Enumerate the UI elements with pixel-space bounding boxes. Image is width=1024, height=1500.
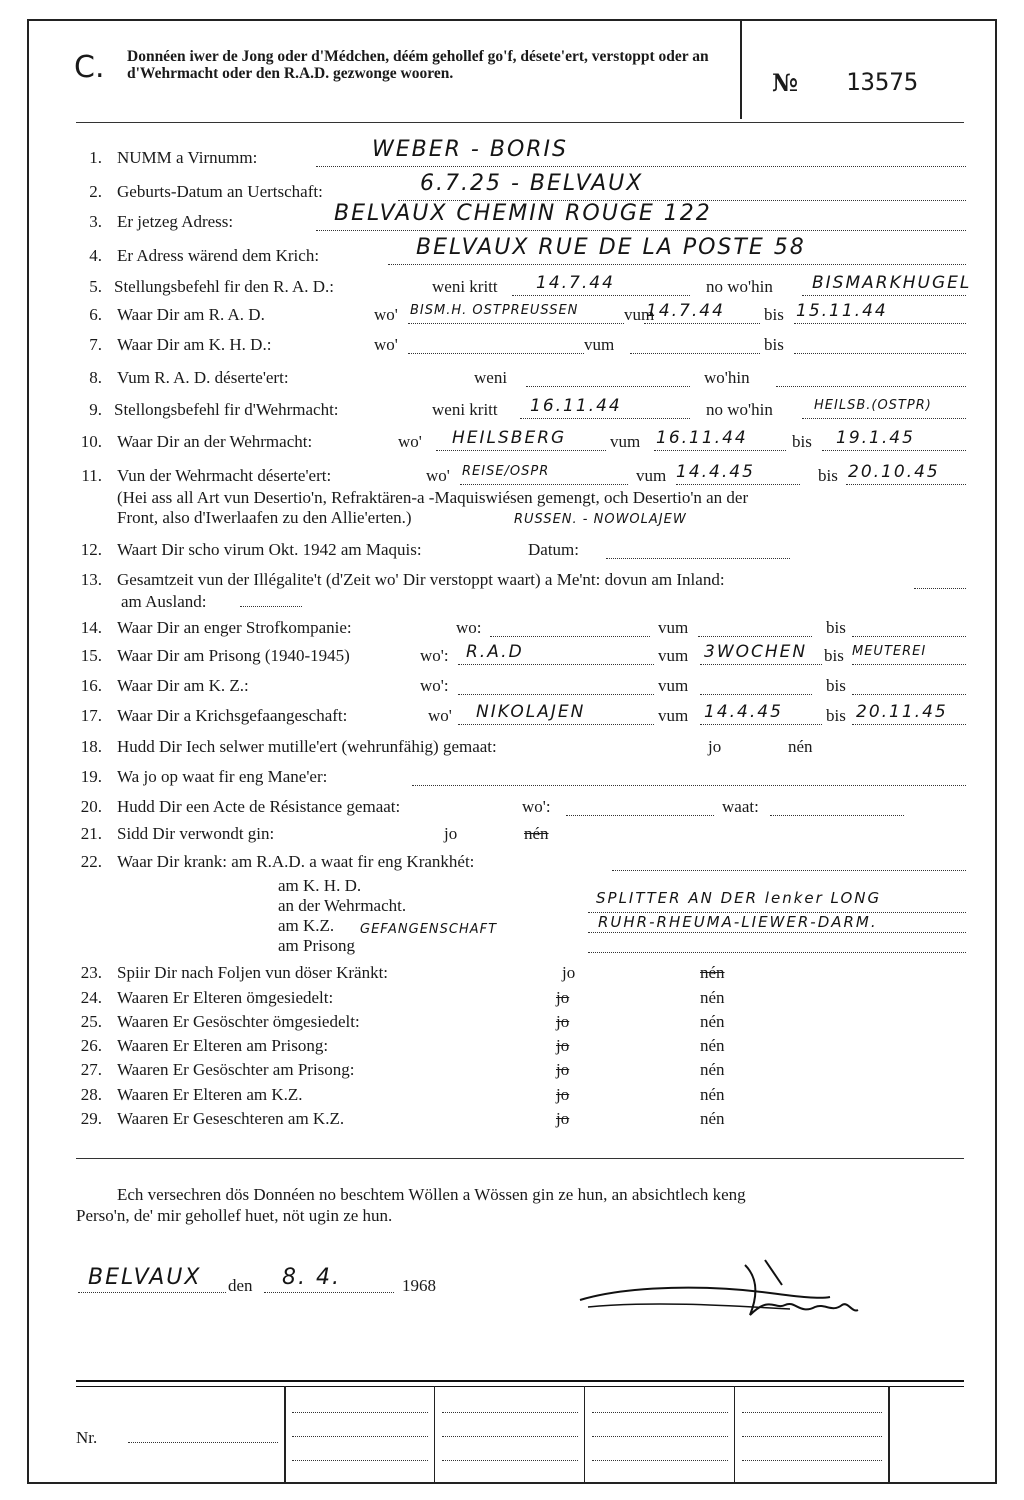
- row-number: 14.: [80, 618, 102, 637]
- answer-value: 14.7.44: [646, 301, 725, 321]
- row-label: Waar Dir am K. Z.:: [117, 676, 249, 695]
- row-number: 17.: [80, 706, 102, 725]
- field-key: bis: [826, 676, 846, 695]
- yes-option: jo: [556, 1109, 570, 1128]
- yes-option: jo: [556, 988, 570, 1007]
- header-rule: [76, 122, 964, 123]
- answer-line: [458, 664, 654, 665]
- answer-line: [606, 558, 790, 559]
- row-label: NUMM a Virnumm:: [117, 148, 258, 167]
- row-number: 1.: [89, 148, 102, 167]
- answer-line: [700, 694, 812, 695]
- answer-value: RUHR-RHEUMA-LIEWER-DARM.: [598, 913, 878, 931]
- footer-cell-line: [442, 1412, 578, 1413]
- answer-line: [822, 450, 966, 451]
- answer-line: [436, 450, 606, 451]
- field-key: wo': [426, 466, 450, 485]
- answer-line: [852, 694, 966, 695]
- answer-line: [460, 484, 628, 485]
- field-key: bis: [826, 706, 846, 725]
- number-label: №: [772, 68, 799, 97]
- footer-cell-line: [592, 1412, 728, 1413]
- row-label: Geburts-Datum an Uertschaft:: [117, 182, 323, 201]
- field-key: bis: [764, 335, 784, 354]
- no-option: nén: [700, 963, 725, 982]
- row-number: 9.: [89, 400, 102, 419]
- row-number: 23.: [80, 963, 102, 982]
- form-header-text: Donnéen iwer de Jong oder d'Médchen, déém gehollef go'f, désete'ert, verstoppt oder an d'Wehrmacht oder den R.A.D. gezwonge wooren.: [127, 48, 709, 82]
- answer-value: R.A.D: [466, 642, 524, 662]
- row-label: Waar Dir an der Wehrmacht:: [117, 432, 313, 451]
- footer-cell-line: [592, 1460, 728, 1461]
- answer-line: [412, 785, 966, 786]
- footer-cell-line: [292, 1436, 428, 1437]
- row-label: Vum R. A. D. déserte'ert:: [117, 368, 289, 387]
- row-note: Front, also d'Iwerlaafen zu den Allie'erten.): [117, 508, 412, 527]
- no-option: nén: [700, 1085, 725, 1104]
- row-label: Wa jo op waat fir eng Mane'er:: [117, 767, 328, 786]
- row-label: Hudd Dir een Acte de Résistance gemaat:: [117, 797, 401, 816]
- yes-option: jo: [556, 1085, 570, 1104]
- footer-cell-line: [592, 1436, 728, 1437]
- answer-value: SPLITTER AN DER lenker LONG: [596, 889, 882, 907]
- field-key: vum: [658, 646, 689, 665]
- row-number: 12.: [80, 540, 102, 559]
- declaration-line-2: Perso'n, de' mir gehollef huet, nöt ugin ze hun.: [76, 1206, 393, 1225]
- row-number: 2.: [89, 182, 102, 201]
- answer-value: 14.7.44: [536, 273, 615, 293]
- nr-label: Nr.: [76, 1428, 98, 1447]
- answer-value: BELVAUX CHEMIN ROUGE 122: [334, 201, 712, 226]
- field-key: weni kritt: [432, 400, 498, 419]
- answer-line: [408, 323, 624, 324]
- field-key: Datum:: [528, 540, 579, 559]
- place-value: BELVAUX: [88, 1265, 202, 1290]
- row-number: 25.: [80, 1012, 102, 1031]
- field-key: vum: [636, 466, 667, 485]
- row-number: 3.: [89, 212, 102, 231]
- answer-line: [408, 353, 584, 354]
- declaration-rule: [76, 1158, 964, 1159]
- row-number: 19.: [80, 767, 102, 786]
- answer-line: [852, 636, 966, 637]
- answer-value: 20.11.45: [856, 702, 948, 722]
- field-key: weni kritt: [432, 277, 498, 296]
- no-option: nén: [700, 1060, 725, 1079]
- nr-line: [128, 1442, 278, 1443]
- answer-line: [654, 450, 786, 451]
- year-label: 1968: [402, 1276, 436, 1295]
- no-option: nén: [700, 1109, 725, 1128]
- field-key: vum: [658, 706, 689, 725]
- answer-line: [802, 295, 966, 296]
- row-note: (Hei ass all Art vun Desertio'n, Refraktären-a -Maquiswiésen gemengt, och Desertio'n an der: [117, 488, 749, 507]
- row-number: 18.: [80, 737, 102, 756]
- answer-value: MEUTEREI: [852, 644, 927, 659]
- answer-value: HEILSBERG: [452, 428, 567, 448]
- field-key: wo'hin: [704, 368, 750, 387]
- field-key: vum: [658, 676, 689, 695]
- row-label: Gesamtzeit vun der Illégalite't (d'Zeit wo' Dir verstoppt waart) a Me'nt: dovun am Inland:: [117, 570, 725, 589]
- answer-value: 14.4.45: [704, 702, 783, 722]
- answer-line: [852, 724, 966, 725]
- answer-line: [700, 724, 822, 725]
- answer-line: [914, 588, 966, 589]
- answer-line: [588, 952, 966, 953]
- row-number: 5.: [89, 277, 102, 296]
- footer-col-divider: [888, 1386, 890, 1484]
- row-number: 29.: [80, 1109, 102, 1128]
- field-key: no wo'hin: [706, 400, 773, 419]
- field-key: wo':: [522, 797, 551, 816]
- row-number: 6.: [89, 305, 102, 324]
- sub-label: am K. H. D.: [278, 876, 362, 895]
- row-number: 22.: [80, 852, 102, 871]
- answer-line: [630, 353, 760, 354]
- sub-label: am K.Z.: [278, 916, 335, 935]
- row-label: Stellungsbefehl fir den R. A. D.:: [114, 277, 335, 296]
- row-label: Waar Dir am Prisong (1940-1945): [117, 646, 350, 665]
- row-number: 24.: [80, 988, 102, 1007]
- answer-line: [802, 418, 966, 419]
- footer-cell-line: [292, 1412, 428, 1413]
- row-label: Waaren Er Elteren ömgesiedelt:: [117, 988, 334, 1007]
- row-label: Er Adress wärend dem Krich:: [117, 246, 320, 265]
- header-divider: [740, 19, 742, 119]
- answer-line: [644, 323, 760, 324]
- row-number: 4.: [89, 246, 102, 265]
- footer-cell-line: [442, 1436, 578, 1437]
- row-number: 27.: [80, 1060, 102, 1079]
- no-option: nén: [700, 988, 725, 1007]
- answer-value: HEILSB.(OSTPR): [814, 398, 932, 413]
- row-label: Stellongsbefehl fir d'Wehrmacht:: [114, 400, 339, 419]
- answer-line: [588, 932, 966, 933]
- footer-rule-top: [76, 1380, 964, 1382]
- field-key: wo':: [420, 646, 449, 665]
- field-key: vum: [624, 305, 655, 324]
- answer-line: [794, 323, 966, 324]
- answer-line: [316, 166, 966, 167]
- field-key: weni: [474, 368, 508, 387]
- field-key: bis: [792, 432, 812, 451]
- footer-rule-inner: [76, 1386, 964, 1387]
- row-number: 8.: [89, 368, 102, 387]
- answer-value: 6.7.25 - BELVAUX: [420, 171, 644, 196]
- no-option: nén: [524, 824, 549, 843]
- field-key: vum: [658, 618, 689, 637]
- answer-line: [676, 484, 800, 485]
- answer-line: [776, 386, 966, 387]
- field-key: wo': [374, 305, 398, 324]
- row-number: 26.: [80, 1036, 102, 1055]
- field-key: wo:: [456, 618, 482, 637]
- field-key: no wo'hin: [706, 277, 773, 296]
- answer-line: [316, 230, 966, 231]
- answer-line: [520, 418, 690, 419]
- answer-line: [852, 664, 966, 665]
- section-letter: C.: [74, 50, 105, 85]
- answer-line: [794, 353, 966, 354]
- answer-line: [512, 295, 690, 296]
- answer-value: BELVAUX RUE DE LA POSTE 58: [416, 235, 806, 260]
- form-number: 13575: [846, 68, 919, 96]
- answer-line: [526, 386, 690, 387]
- row-label: Er jetzeg Adress:: [117, 212, 234, 231]
- declaration-line-1: Ech versechren dös Donnéen no beschtem Wöllen a Wössen gin ze hun, an absichtlech keng: [117, 1185, 746, 1204]
- answer-value: RUSSEN. - NOWOLAJEW: [514, 512, 687, 527]
- row-label: Hudd Dir Iech selwer mutille'ert (wehrunfähig) gemaat:: [117, 737, 497, 756]
- answer-line: [700, 664, 822, 665]
- no-option: nén: [788, 737, 813, 756]
- row-label: Spiir Dir nach Foljen vun döser Kränkt:: [117, 963, 389, 982]
- answer-line: [458, 724, 654, 725]
- no-option: nén: [700, 1012, 725, 1031]
- answer-value: BISM.H. OSTPREUSSEN: [410, 303, 579, 318]
- row-label: Waar Dir a Krichsgefaangeschaft:: [117, 706, 348, 725]
- answer-line: [388, 264, 966, 265]
- answer-line: [566, 815, 714, 816]
- field-key: waat:: [722, 797, 759, 816]
- field-key: vum: [584, 335, 615, 354]
- footer-col-divider: [284, 1386, 286, 1484]
- field-key: bis: [764, 305, 784, 324]
- signature-image: [570, 1255, 860, 1335]
- field-key: wo':: [420, 676, 449, 695]
- yes-option: jo: [562, 963, 576, 982]
- answer-value: 15.11.44: [796, 301, 888, 321]
- answer-line: [770, 815, 904, 816]
- row-label: Waar Dir krank: am R.A.D. a waat fir eng Krankhét:: [117, 852, 475, 871]
- answer-line: [458, 694, 654, 695]
- footer-col-divider: [434, 1386, 435, 1484]
- answer-value: GEFANGENSCHAFT: [360, 922, 498, 937]
- answer-value: BISMARKHUGEL: [812, 273, 972, 293]
- place-line: [78, 1292, 226, 1293]
- row-label: Vun der Wehrmacht déserte'ert:: [117, 466, 332, 485]
- answer-line: [612, 870, 966, 871]
- answer-line: [846, 484, 966, 485]
- den-label: den: [228, 1276, 253, 1295]
- answer-line: [698, 636, 812, 637]
- yes-option: jo: [556, 1060, 570, 1079]
- row-number: 7.: [89, 335, 102, 354]
- field-key: bis: [818, 466, 838, 485]
- row-label: Waaren Er Elteren am Prisong:: [117, 1036, 329, 1055]
- answer-value: 3WOCHEN: [704, 642, 808, 662]
- row-number: 16.: [80, 676, 102, 695]
- row-number: 20.: [80, 797, 102, 816]
- answer-value: 16.11.44: [656, 428, 748, 448]
- footer-col-divider: [734, 1386, 735, 1484]
- footer-cell-line: [442, 1460, 578, 1461]
- row-label: Waart Dir scho virum Okt. 1942 am Maquis:: [117, 540, 422, 559]
- date-line: [264, 1292, 394, 1293]
- answer-value: 14.4.45: [676, 462, 755, 482]
- answer-value: 19.1.45: [836, 428, 915, 448]
- row-number: 13.: [80, 570, 102, 589]
- row-label: Waar Dir am R. A. D.: [117, 305, 265, 324]
- answer-value: REISE/OSPR: [462, 464, 550, 479]
- row-number: 11.: [81, 466, 102, 485]
- footer-col-divider: [584, 1386, 585, 1484]
- field-key: wo': [398, 432, 422, 451]
- row-label-cont: am Ausland:: [121, 592, 207, 611]
- row-label: Waaren Er Elteren am K.Z.: [117, 1085, 303, 1104]
- row-label: Waar Dir an enger Strofkompanie:: [117, 618, 352, 637]
- answer-line: [490, 636, 650, 637]
- yes-option: jo: [556, 1012, 570, 1031]
- yes-option: jo: [708, 737, 722, 756]
- field-key: bis: [824, 646, 844, 665]
- answer-line: [240, 606, 302, 607]
- row-label: Waar Dir am K. H. D.:: [117, 335, 272, 354]
- row-number: 28.: [80, 1085, 102, 1104]
- footer-cell-line: [292, 1460, 428, 1461]
- row-label: Waaren Er Geseschteren am K.Z.: [117, 1109, 345, 1128]
- date-value: 8. 4.: [282, 1265, 341, 1290]
- row-number: 10.: [80, 432, 102, 451]
- row-number: 15.: [80, 646, 102, 665]
- row-label: Waaren Er Gesöschter am Prisong:: [117, 1060, 355, 1079]
- yes-option: jo: [556, 1036, 570, 1055]
- sub-label: am Prisong: [278, 936, 355, 955]
- row-label: Sidd Dir verwondt gin:: [117, 824, 275, 843]
- answer-value: NIKOLAJEN: [476, 702, 586, 722]
- field-key: wo': [374, 335, 398, 354]
- answer-value: WEBER - BORIS: [372, 137, 569, 162]
- answer-value: 20.10.45: [848, 462, 940, 482]
- answer-value: 16.11.44: [530, 396, 622, 416]
- row-label: Waaren Er Gesöschter ömgesiedelt:: [117, 1012, 360, 1031]
- footer-cell-line: [742, 1412, 882, 1413]
- field-key: vum: [610, 432, 641, 451]
- footer-cell-line: [742, 1436, 882, 1437]
- field-key: bis: [826, 618, 846, 637]
- no-option: nén: [700, 1036, 725, 1055]
- footer-cell-line: [742, 1460, 882, 1461]
- yes-option: jo: [444, 824, 458, 843]
- row-number: 21.: [80, 824, 102, 843]
- field-key: wo': [428, 706, 452, 725]
- sub-label: an der Wehrmacht.: [278, 896, 407, 915]
